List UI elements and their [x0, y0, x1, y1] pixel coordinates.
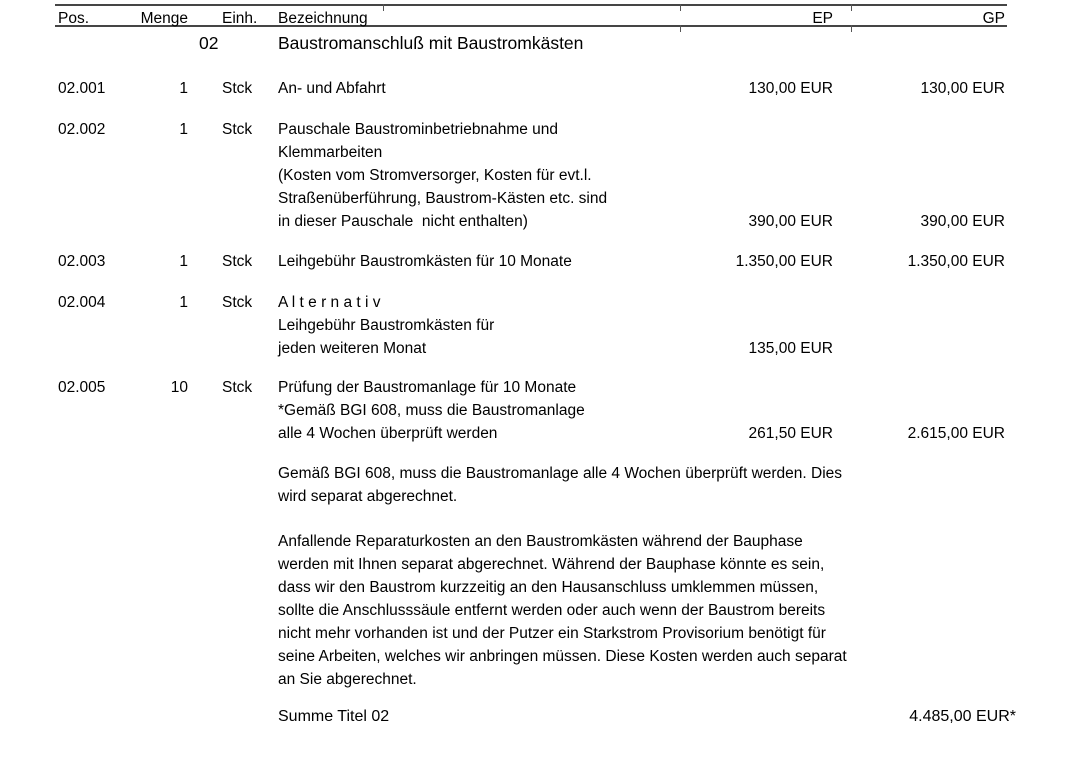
note-line: Gemäß BGI 608, muss die Baustromanlage alle 4 Wochen überprüft werden. Dies [278, 465, 843, 482]
item-description [278, 376, 718, 445]
item-total-price: 2.615,00 EUR [907, 425, 1005, 442]
note-line: Anfallende Reparaturkosten an den Baustromkästen während der Bauphase [278, 533, 803, 550]
column-header-menge: Menge [140, 10, 188, 27]
item-unit-price: 130,00 EUR [748, 80, 833, 97]
item-description-line: *Gemäß BGI 608, muss die Baustromanlage [278, 402, 585, 419]
item-position: 02.003 [58, 253, 106, 270]
table-top-rule [55, 4, 1007, 6]
note-line: wird separat abgerechnet. [278, 488, 458, 505]
item-quantity: 1 [179, 80, 188, 97]
item-description-line: A l t e r n a t i v [278, 294, 381, 311]
item-unit-price: 390,00 EUR [748, 213, 833, 230]
note-line: sollte die Anschlusssäule entfernt werden oder auch wenn der Baustrom bereits [278, 602, 826, 619]
column-header-gp: GP [982, 10, 1005, 27]
item-position: 02.004 [58, 294, 106, 311]
item-description [278, 291, 718, 360]
item-unit: Stck [222, 121, 253, 138]
table-row [0, 250, 1072, 273]
item-total-price: 1.350,00 EUR [907, 253, 1005, 270]
item-unit: Stck [222, 294, 253, 311]
item-position: 02.005 [58, 379, 106, 396]
item-position: 02.002 [58, 121, 106, 138]
item-unit: Stck [222, 253, 253, 270]
item-description-line: Prüfung der Baustromanlage für 10 Monate [278, 379, 577, 396]
item-description-line: in dieser Pauschale nicht enthalten) [278, 213, 528, 230]
column-header-bezeichnung: Bezeichnung [278, 10, 368, 27]
column-header-einh: Einh. [222, 10, 258, 27]
item-quantity: 1 [179, 294, 188, 311]
item-description-line: (Kosten vom Stromversorger, Kosten für evt.l. [278, 167, 592, 184]
section-title: Baustromanschluß mit Baustromkästen [278, 33, 584, 53]
item-unit-price: 261,50 EUR [748, 425, 833, 442]
item-description [278, 250, 718, 273]
item-description-line: Pauschale Baustrominbetriebnahme und [278, 121, 559, 138]
section-code: 02 [199, 33, 219, 53]
table-row [0, 376, 1072, 445]
item-description-line: Straßenüberführung, Baustrom-Kästen etc. sind [278, 190, 608, 207]
item-description-line: jeden weiteren Monat [278, 340, 427, 357]
item-unit-price: 1.350,00 EUR [735, 253, 833, 270]
item-description-line: Klemmarbeiten [278, 144, 383, 161]
item-description-line: Leihgebühr Baustromkästen für [278, 317, 495, 334]
note-paragraph [278, 462, 978, 508]
item-quantity: 1 [179, 121, 188, 138]
note-line: seine Arbeiten, welches wir anbringen müssen. Diese Kosten werden auch separat [278, 648, 847, 665]
note-line: nicht mehr vorhanden ist und der Putzer ein Starkstrom Provisorium benötigt für [278, 625, 826, 642]
item-unit-price: 135,00 EUR [748, 340, 833, 357]
item-position: 02.001 [58, 80, 106, 97]
item-description [278, 77, 718, 100]
note-line: werden mit Ihnen separat abgerechnet. Während der Bauphase könnte es sein, [278, 556, 825, 573]
table-row [0, 291, 1072, 360]
item-quantity: 10 [170, 379, 188, 396]
note-paragraph [278, 530, 978, 691]
item-unit: Stck [222, 379, 253, 396]
summary-row [0, 705, 1072, 729]
summary-total: 4.485,00 EUR* [909, 708, 1016, 725]
summary-label: Summe Titel 02 [278, 708, 390, 725]
item-description [278, 118, 718, 233]
note-line: dass wir den Baustrom kurzzeitig an den Hausanschluss umklemmen müssen, [278, 579, 819, 596]
table-row [0, 118, 1072, 233]
item-quantity: 1 [179, 253, 188, 270]
column-header-pos: Pos. [58, 10, 90, 27]
table-header-row [0, 7, 1072, 30]
item-description-line: alle 4 Wochen überprüft werden [278, 425, 498, 442]
section-title-row [0, 32, 1072, 56]
item-total-price: 390,00 EUR [920, 213, 1005, 230]
item-description-line: An- und Abfahrt [278, 80, 386, 97]
column-header-ep: EP [812, 10, 833, 27]
item-description-line: Leihgebühr Baustromkästen für 10 Monate [278, 253, 572, 270]
item-total-price: 130,00 EUR [920, 80, 1005, 97]
item-unit: Stck [222, 80, 253, 97]
note-line: an Sie abgerechnet. [278, 671, 417, 688]
table-row [0, 77, 1072, 100]
